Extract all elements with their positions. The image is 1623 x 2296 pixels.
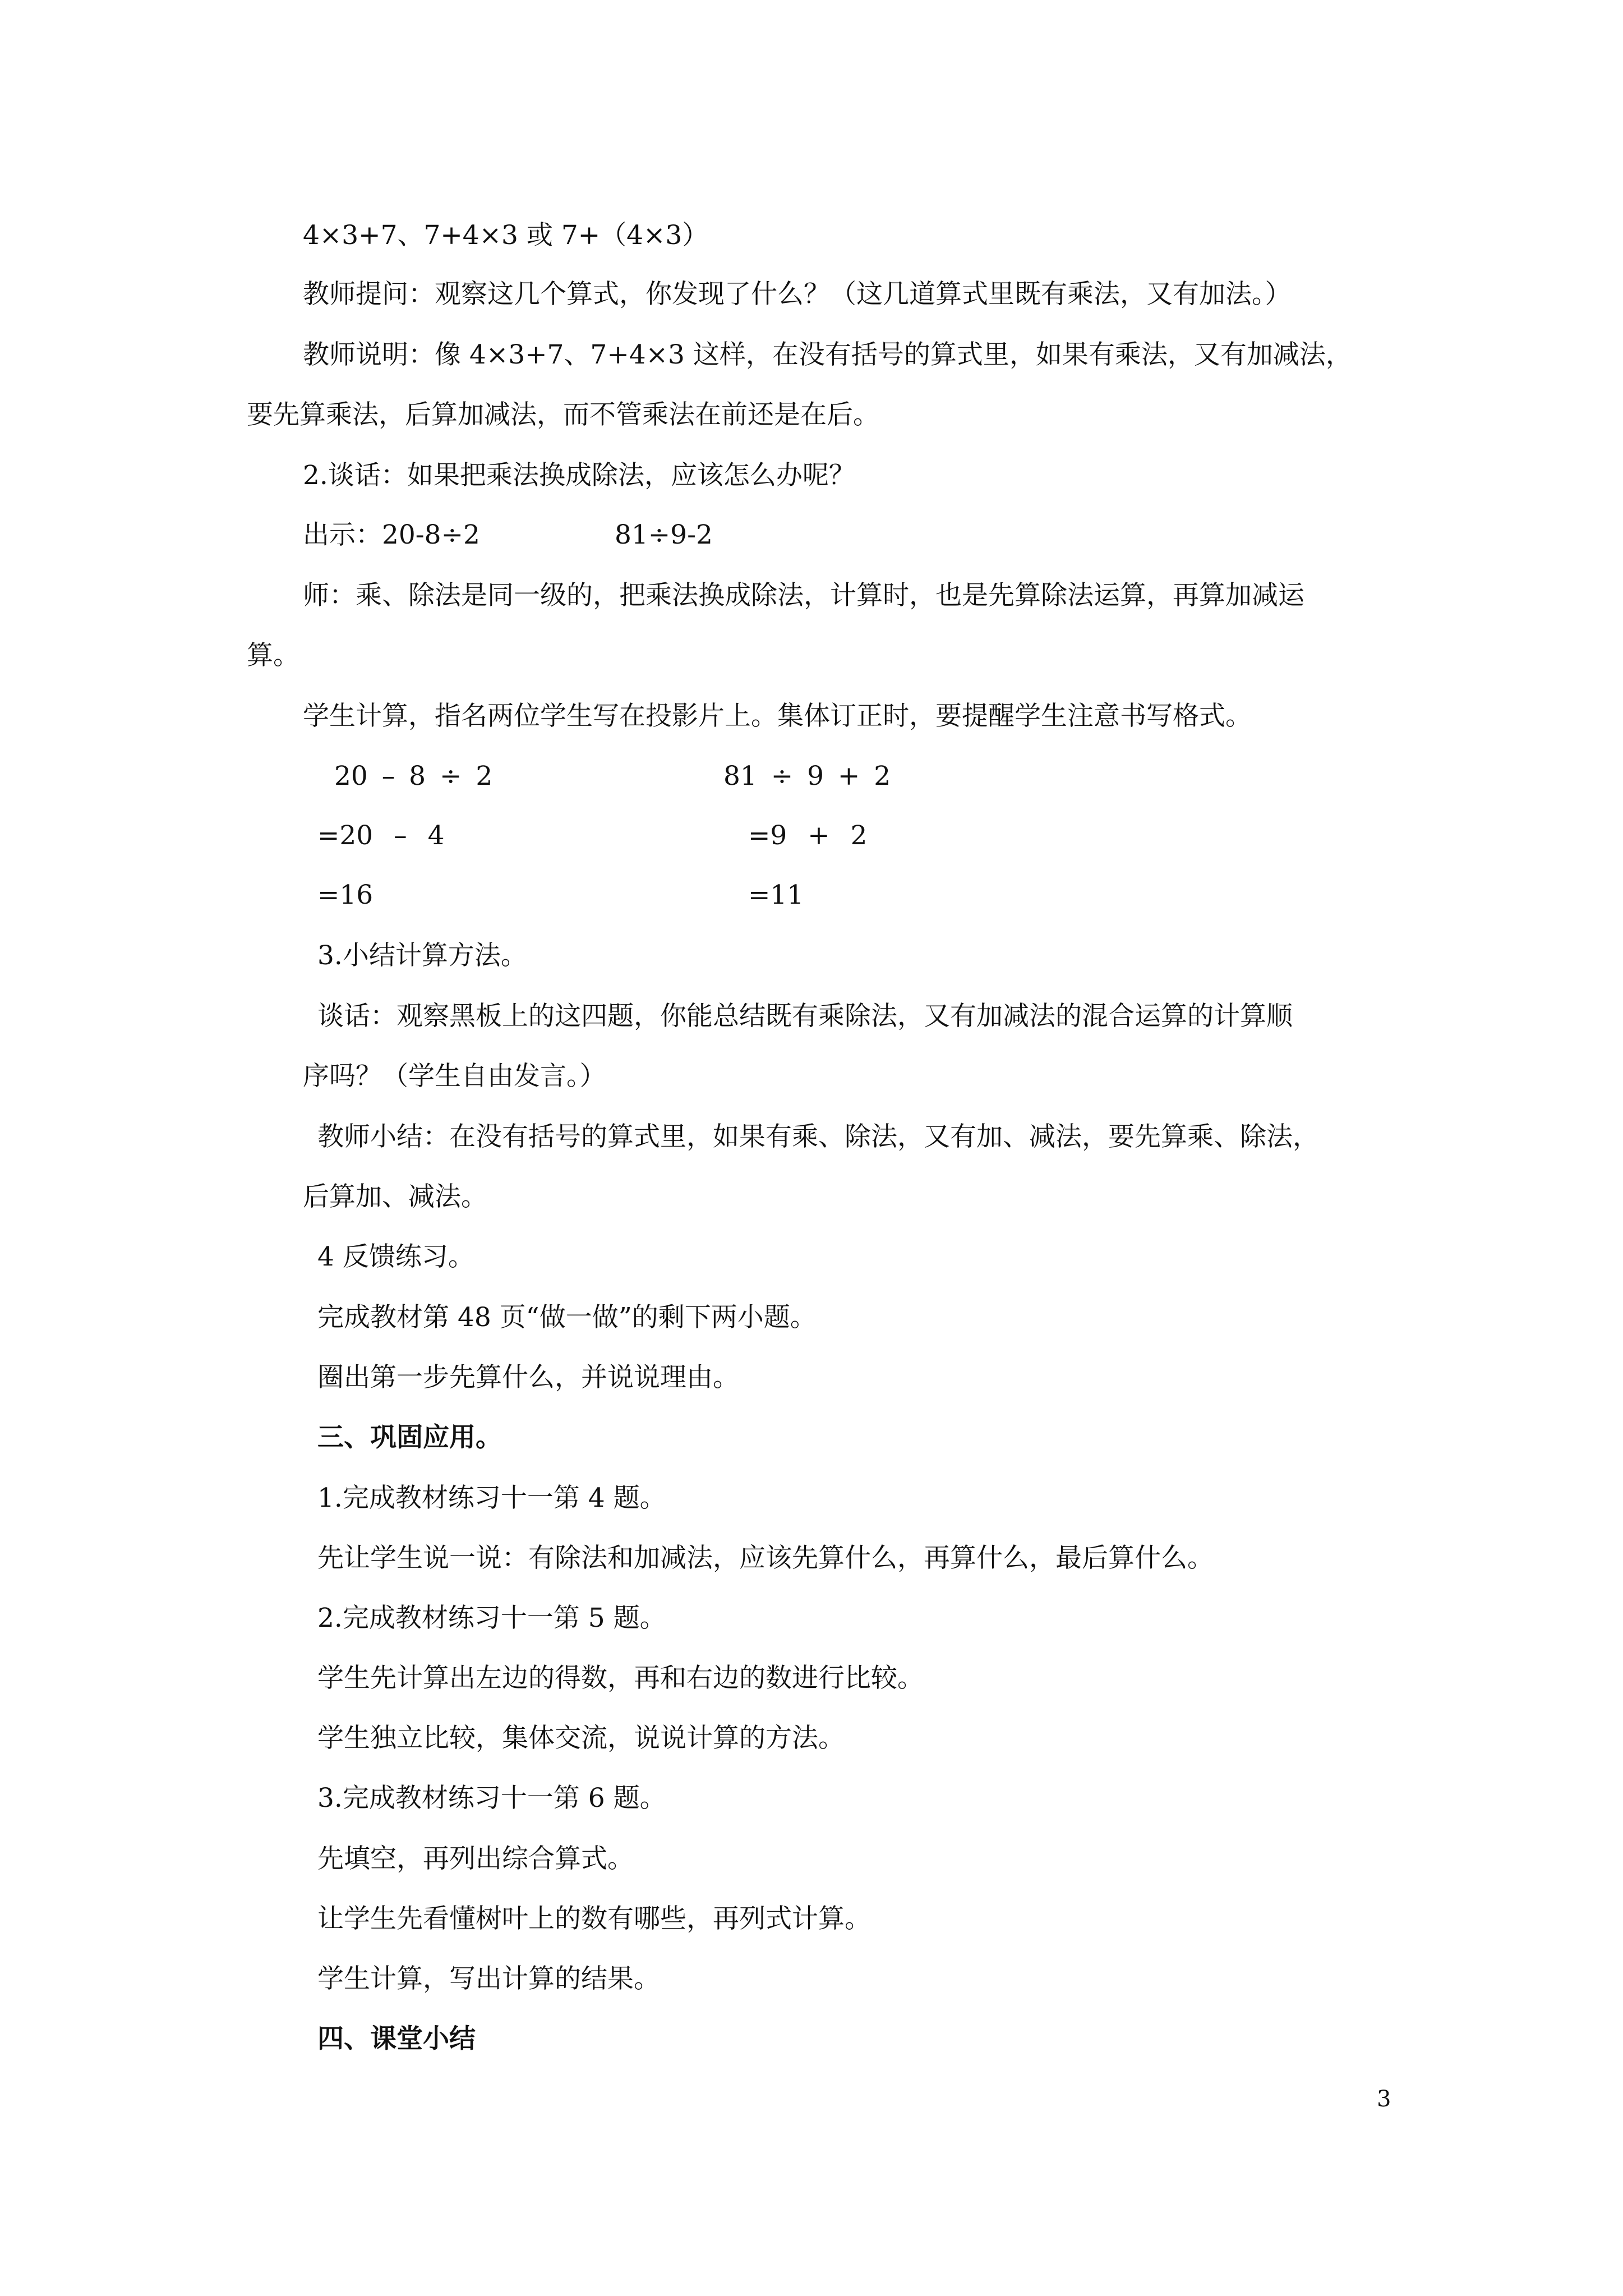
calc-line: =9 + 2 bbox=[748, 820, 868, 851]
section-heading: 四、课堂小结 bbox=[317, 2023, 476, 2054]
text-line: 先让学生说一说：有除法和加减法，应该先算什么，再算什么，最后算什么。 bbox=[317, 1543, 1214, 1573]
text-line: 3.完成教材练习十一第 6 题。 bbox=[317, 1783, 666, 1814]
text-line: 先填空，再列出综合算式。 bbox=[317, 1843, 634, 1874]
text-line: 3.小结计算方法。 bbox=[317, 940, 527, 971]
calc-line: =20 – 4 bbox=[317, 820, 445, 851]
text-line: 学生先计算出左边的得数，再和右边的数进行比较。 bbox=[317, 1663, 924, 1694]
text-line: 1.完成教材练习十一第 4 题。 bbox=[317, 1483, 666, 1513]
text-line: 完成教材第 48 页“做一做”的剩下两小题。 bbox=[317, 1302, 817, 1333]
text-line: 学生计算，指名两位学生写在投影片上。集体订正时，要提醒学生注意书写格式。 bbox=[303, 701, 1252, 731]
text-line: 后算加、减法。 bbox=[303, 1181, 487, 1212]
text-line: 谈话：观察黑板上的这四题，你能总结既有乘除法，又有加减法的混合运算的计算顺 bbox=[317, 1001, 1293, 1032]
page-number: 3 bbox=[1377, 2086, 1391, 2112]
text-line: 2.谈话：如果把乘法换成除法，应该怎么办呢？ bbox=[303, 460, 855, 491]
text-line: 4×3+7、7+4×3 或 7+（4×3） bbox=[303, 220, 709, 251]
text-line: 81÷9-2 bbox=[615, 519, 713, 550]
text-line: 教师小结：在没有括号的算式里，如果有乘、除法，又有加、减法，要先算乘、除法， bbox=[317, 1121, 1319, 1152]
text-line: 教师说明：像 4×3+7、7+4×3 这样，在没有括号的算式里，如果有乘法，又有加减法， bbox=[303, 339, 1352, 370]
text-line: 教师提问：观察这几个算式，你发现了什么？（这几道算式里既有乘法，又有加法。） bbox=[303, 279, 1292, 310]
text-line: 序吗？（学生自由发言。） bbox=[303, 1061, 606, 1092]
calc-line: 20 – 8 ÷ 2 bbox=[334, 761, 493, 792]
text-line: 4 反馈练习。 bbox=[317, 1241, 474, 1272]
calc-line: =11 bbox=[748, 880, 804, 910]
text-line: 学生计算，写出计算的结果。 bbox=[317, 1963, 660, 1994]
text-line: 师：乘、除法是同一级的，把乘法换成除法，计算时，也是先算除法运算，再算加减运 bbox=[303, 580, 1304, 611]
text-line: 学生独立比较，集体交流，说说计算的方法。 bbox=[317, 1723, 845, 1754]
calc-line: 81 ÷ 9 + 2 bbox=[723, 761, 891, 792]
text-line: 让学生先看懂树叶上的数有哪些，再列式计算。 bbox=[317, 1903, 871, 1934]
text-line: 算。 bbox=[247, 640, 299, 671]
text-line: 圈出第一步先算什么，并说说理由。 bbox=[317, 1362, 739, 1393]
calc-line: =16 bbox=[317, 880, 374, 910]
text-line: 要先算乘法，后算加减法，而不管乘法在前还是在后。 bbox=[247, 399, 879, 430]
text-line: 出示：20-8÷2 bbox=[303, 519, 480, 550]
section-heading: 三、巩固应用。 bbox=[317, 1422, 502, 1453]
text-line: 2.完成教材练习十一第 5 题。 bbox=[317, 1603, 666, 1634]
